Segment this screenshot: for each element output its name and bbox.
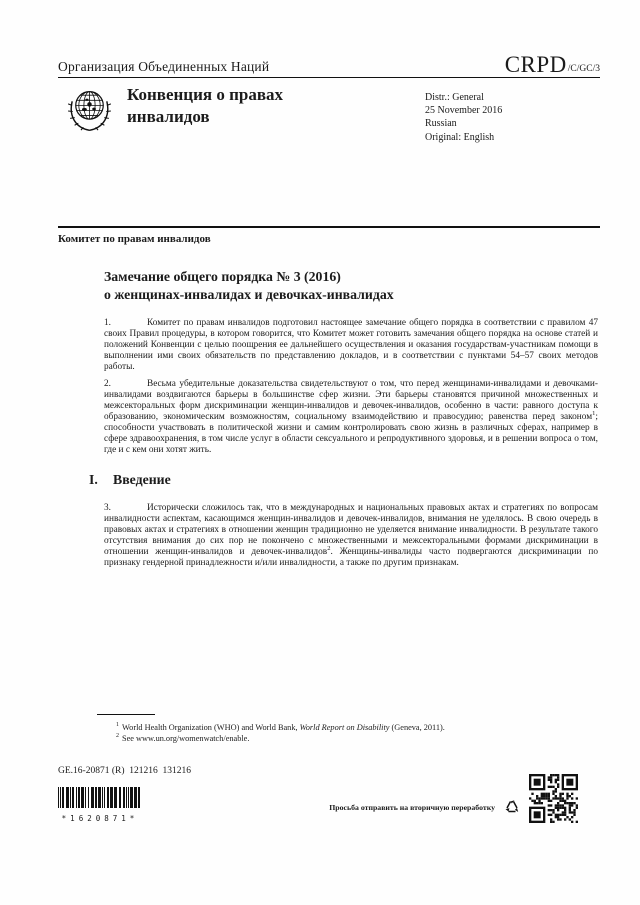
distribution-block bbox=[425, 91, 502, 144]
footnote-text: World Health Organization (WHO) and World Bank, bbox=[122, 723, 300, 732]
organization-name: Организация Объединенных Наций bbox=[58, 59, 270, 74]
qr-code-icon bbox=[529, 774, 578, 823]
barcode-block bbox=[58, 787, 142, 823]
footnote-marker: 1 bbox=[116, 722, 119, 729]
footnote-text: (Geneva, 2011). bbox=[389, 723, 445, 732]
paragraph-number: 3. bbox=[104, 503, 111, 513]
section-number: I. bbox=[89, 472, 98, 487]
paragraph-text: Исторически сложилось так, что в международных и национальных правовых актах и стратегиях по вопросам инвалидности аспектам, касающимся женщин-инвалидов и девочек-инвалидов, внимания не уделялось. В свою очередь в правовых актах и стратегиях в отношении женщин традиционно не уделяется внимание инвалидности. В результате такого отсутствия внимания до сих пор не покончено с множественными и межсекторальными формами дискриминации в отношении женщин-инвалидов и девочек-инвалидов bbox=[104, 503, 598, 557]
footnote-1 bbox=[97, 723, 525, 734]
masthead-divider bbox=[58, 226, 600, 228]
page-header bbox=[58, 52, 600, 77]
document-body bbox=[89, 268, 598, 569]
distr-line: 25 November 2016 bbox=[425, 105, 503, 117]
recycle-label: Просьба отправить на вторичную переработку bbox=[329, 803, 495, 812]
paragraph-text: . Женщины-инвалиды часто подвергаются дискриминации по признаку гендерной принадлежности и/или инвалидности, а также по другим признакам. bbox=[104, 547, 598, 568]
paragraph-2 bbox=[104, 379, 598, 456]
footnote-text: See www.un.org/womenwatch/enable. bbox=[122, 733, 250, 743]
footnote-italic-title: World Report on Disability bbox=[299, 723, 390, 732]
footnote-2 bbox=[97, 734, 525, 745]
footer-right-block bbox=[329, 774, 578, 823]
footnote-marker: 2 bbox=[116, 733, 119, 740]
header-divider bbox=[58, 77, 600, 78]
document-title-line1: Замечание общего порядка № 3 (2016) bbox=[104, 269, 341, 284]
paragraph-1 bbox=[104, 318, 598, 373]
distr-line: Original: English bbox=[425, 131, 495, 143]
paragraph-text: Комитет по правам инвалидов подготовил настоящее замечание общего порядка в соответствии с правилом 47 своих Правил процедуры, в котором говорится, что Комитет может готовить замечания общего порядка на основе статей и положений Конвенции с целью поощрения ее дальнейшего осуществления и оказания государствам-участникам помощи в выполнении ими своих обязательств по представлению докладов, и в соответствии с пунктами 54–57 своих методов работы. bbox=[104, 318, 598, 372]
barcode-text: *1620871* bbox=[61, 814, 139, 823]
paragraph-text: Весьма убедительные доказательства свидетельствуют о том, что перед женщинами-инвалидами и девочками-инвалидами воздвигаются барьеры в большинстве сфер жизни. Эти барьеры становятся причиной множественных и межсекторальных форм дискриминации женщин-инвалидов и девочек-инвалидов, особенно в части: равного доступа к образованию, экономическим возможностям, социальному взаимодействию и правосудию; равенства перед законом bbox=[104, 379, 598, 422]
document-symbol-main: CRPD bbox=[504, 52, 567, 77]
footnotes-section bbox=[97, 714, 525, 745]
document-title-line2: о женщинах-инвалидах и девочках-инвалидах bbox=[104, 287, 394, 302]
section-heading-introduction bbox=[89, 472, 598, 488]
paragraph-text: ; способности участвовать в политической жизни и самим контролировать свою жизнь в различных сферах, например в сфере здравоохранения, в том числе услуг в области сексуального и репродуктивного здоровья, и в решении вопроса о том, где и с кем они хотят жить. bbox=[104, 412, 598, 455]
paragraph-number: 1. bbox=[104, 318, 111, 328]
barcode-icon bbox=[58, 787, 142, 808]
convention-title-line2: инвалидов bbox=[127, 106, 210, 126]
footnote-separator bbox=[97, 714, 155, 715]
distr-line: Russian bbox=[425, 118, 457, 130]
document-title bbox=[104, 268, 598, 304]
paragraph-3 bbox=[104, 503, 598, 569]
section-title: Введение bbox=[113, 472, 171, 487]
footnote-reference-2: 2 bbox=[327, 544, 331, 552]
document-symbol-suffix: /C/GC/3 bbox=[567, 64, 600, 74]
convention-title-line1: Конвенция о правах bbox=[127, 85, 284, 104]
footnote-reference-1: 1 bbox=[592, 409, 596, 417]
un-emblem-icon bbox=[62, 84, 117, 139]
paragraph-number: 2. bbox=[104, 379, 111, 389]
recycle-icon bbox=[500, 780, 524, 818]
committee-heading: Комитет по правам инвалидов bbox=[58, 233, 211, 245]
document-symbol bbox=[504, 52, 600, 77]
distr-line: Distr.: General bbox=[425, 92, 484, 103]
convention-title bbox=[127, 84, 283, 127]
ge-document-number: GE.16-20871 (R) 121216 131216 bbox=[58, 766, 191, 776]
